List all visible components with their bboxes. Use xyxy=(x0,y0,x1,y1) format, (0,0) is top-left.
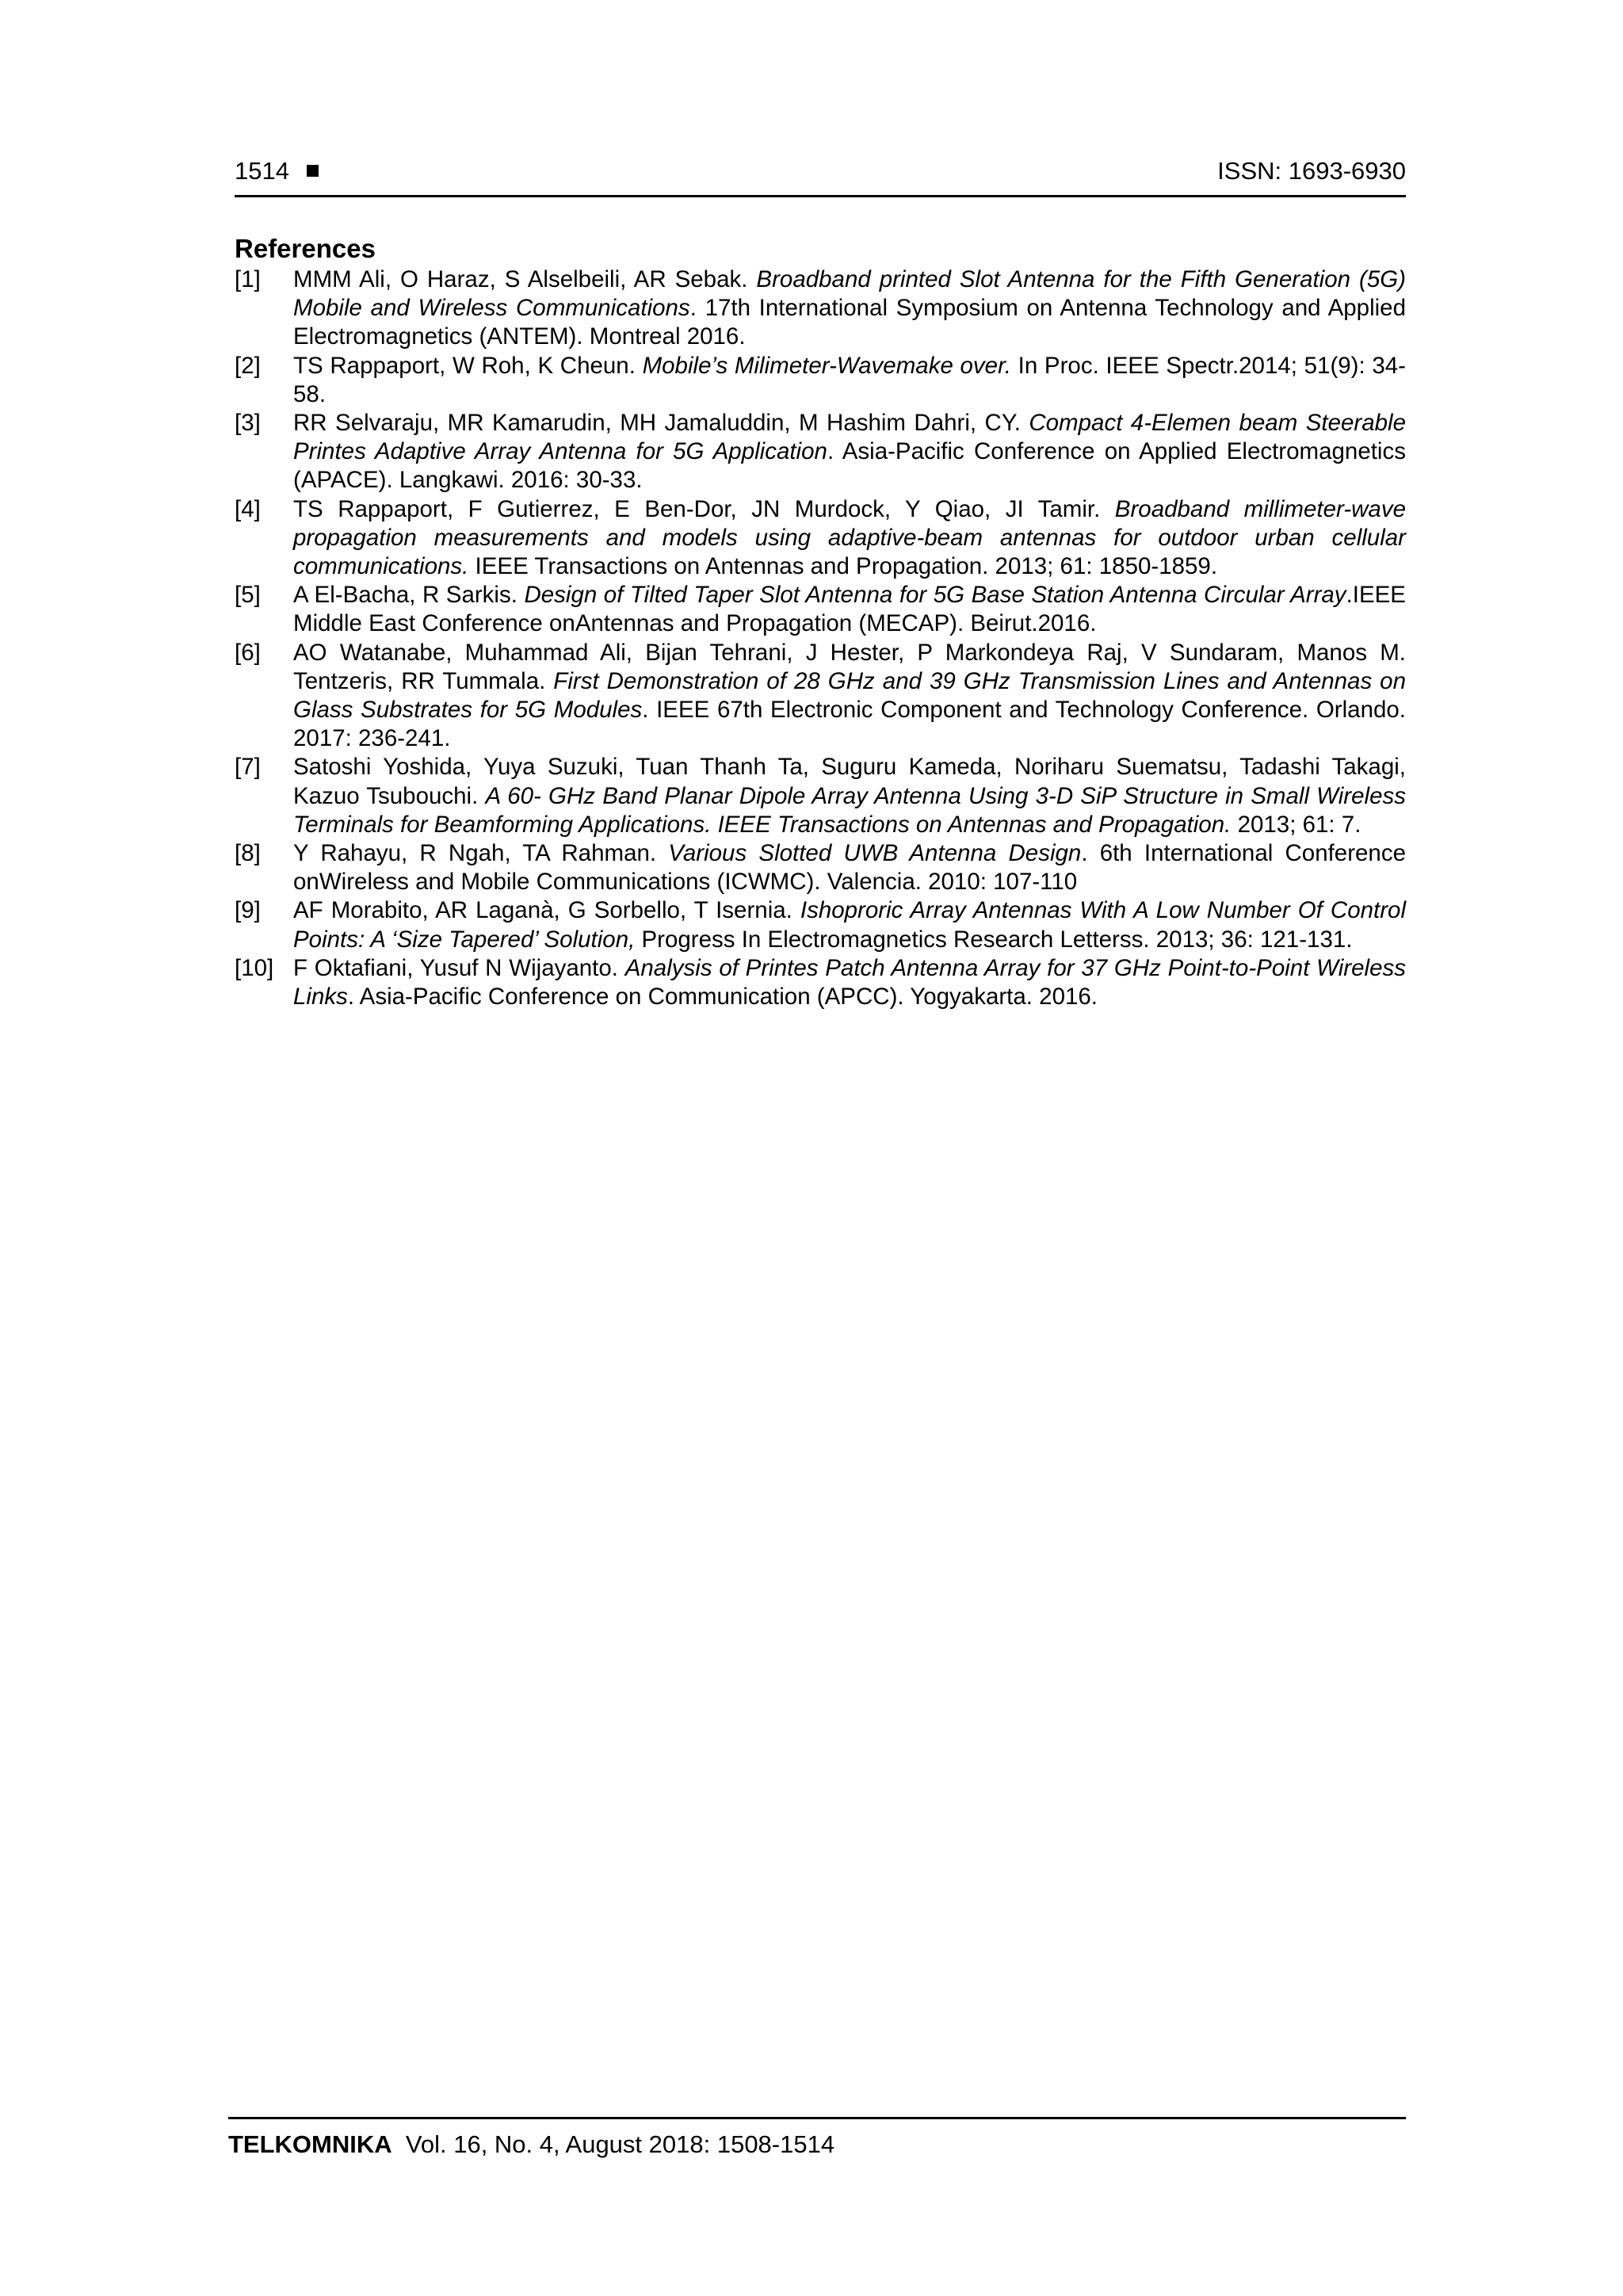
reference-number: [2] xyxy=(235,352,261,379)
reference-authors: Y Rahayu, R Ngah, TA Rahman. xyxy=(293,840,669,867)
reference-title: Various Slotted UWB Antenna Design xyxy=(668,840,1082,867)
page-number-group xyxy=(235,155,319,187)
reference-source: . IEEE 67th Electronic Component and Technology Conference. Orlando. 2017: 236-241. xyxy=(293,697,1406,752)
reference-item xyxy=(235,896,1406,953)
reference-text xyxy=(293,581,1406,638)
reference-text xyxy=(293,954,1406,1011)
reference-authors: F Oktafiani, Yusuf N Wijayanto. xyxy=(293,954,625,981)
reference-text xyxy=(293,409,1406,495)
reference-title: Analysis of Printes Patch Antenna Array for 37 GHz Point-to-Point Wireless Links xyxy=(293,954,1406,1010)
reference-source: . 6th International Conference onWireless and Mobile Communications (ICWMC). Valencia. 2010: 107-110 xyxy=(293,840,1406,896)
page-header xyxy=(235,155,1406,197)
reference-number: [6] xyxy=(235,639,261,666)
reference-text xyxy=(293,839,1406,896)
reference-item xyxy=(235,409,1406,495)
reference-authors: AF Morabito, AR Laganà, G Sorbello, T Isernia. xyxy=(293,897,800,924)
reference-source: In Proc. IEEE Spectr.2014; 51(9): 34-58. xyxy=(293,352,1406,407)
journal-details: Vol. 16, No. 4, August 2018: 1508-1514 xyxy=(405,2130,835,2158)
reference-title: A 60- GHz Band Planar Dipole Array Antenna Using 3-D SiP Structure in Small Wireless Terminals for Beamforming Applications. IEEE Transactions on Antennas and Propagation. xyxy=(293,782,1406,838)
issn: ISSN: 1693-6930 xyxy=(1217,157,1406,185)
reference-title: Broadband millimeter-wave propagation measurements and models using adaptive-beam antennas for outdoor urban cellular communications. xyxy=(293,495,1406,580)
reference-item xyxy=(235,581,1406,638)
reference-source: .IEEE Middle East Conference onAntennas and Propagation (MECAP). Beirut.2016. xyxy=(293,582,1406,637)
reference-number: [4] xyxy=(235,495,261,522)
page-number: 1514 xyxy=(235,157,289,185)
reference-source: IEEE Transactions on Antennas and Propagation. 2013; 61: 1850-1859. xyxy=(468,553,1218,580)
reference-text xyxy=(293,266,1406,352)
reference-number: [3] xyxy=(235,410,261,437)
references-heading: References xyxy=(235,234,376,263)
reference-authors: TS Rappaport, W Roh, K Cheun. xyxy=(293,352,643,379)
reference-text xyxy=(293,896,1406,953)
reference-title: Design of Tilted Taper Slot Antenna for 5G Base Station Antenna Circular Array xyxy=(524,582,1346,609)
reference-number: [9] xyxy=(235,897,261,924)
reference-item xyxy=(235,266,1406,352)
reference-authors: MMM Ali, O Haraz, S Alselbeili, AR Sebak. xyxy=(293,266,757,292)
reference-number: [7] xyxy=(235,754,261,781)
reference-source: . Asia-Pacific Conference on Applied Electromagnetics (APACE). Langkawi. 2016: 30-33. xyxy=(293,438,1406,494)
reference-item xyxy=(235,753,1406,839)
page-footer xyxy=(228,2117,1406,2160)
reference-item xyxy=(235,839,1406,896)
reference-item xyxy=(235,352,1406,409)
reference-authors: Satoshi Yoshida, Yuya Suzuki, Tuan Thanh Ta, Suguru Kameda, Noriharu Suematsu, Tadashi Takagi, Kazuo Tsubouchi. xyxy=(293,754,1406,809)
reference-source: . 17th International Symposium on Antenna Technology and Applied Electromagnetics (ANTEM). Montreal 2016. xyxy=(293,295,1406,350)
reference-number: [10] xyxy=(235,954,274,981)
reference-text xyxy=(293,639,1406,754)
reference-authors: A El-Bacha, R Sarkis. xyxy=(293,582,525,609)
reference-item xyxy=(235,495,1406,582)
reference-number: [1] xyxy=(235,266,261,292)
reference-list xyxy=(235,266,1406,1011)
reference-source: 2013; 61: 7. xyxy=(1231,811,1361,838)
reference-item xyxy=(235,639,1406,754)
reference-authors: AO Watanabe, Muhammad Ali, Bijan Tehrani, J Hester, P Markondeya Raj, V Sundaram, Manos M. Tentzeris, RR Tummala. xyxy=(293,639,1406,694)
reference-title: Ishoproric Array Antennas With A Low Number Of Control Points: A ‘Size Tapered’ Solution, xyxy=(293,897,1406,953)
reference-title: Compact 4-Elemen beam Steerable Printes Adaptive Array Antenna for 5G Application xyxy=(293,410,1406,465)
reference-text xyxy=(293,753,1406,839)
reference-source: . Asia-Pacific Conference on Communication (APCC). Yogyakarta. 2016. xyxy=(347,984,1098,1010)
reference-text xyxy=(293,352,1406,409)
reference-text xyxy=(293,495,1406,582)
reference-title: Mobile’s Milimeter-Wavemake over. xyxy=(642,352,1011,379)
reference-title: First Demonstration of 28 GHz and 39 GHz Transmission Lines and Antennas on Glass Substrates for 5G Modules xyxy=(293,667,1406,724)
reference-authors: TS Rappaport, F Gutierrez, E Ben-Dor, JN Murdock, Y Qiao, JI Tamir. xyxy=(293,495,1115,522)
journal-name: TELKOMNIKA xyxy=(228,2130,392,2158)
reference-number: [5] xyxy=(235,582,261,609)
reference-source: Progress In Electromagnetics Research Letterss. 2013; 36: 121-131. xyxy=(635,926,1353,953)
reference-number: [8] xyxy=(235,840,261,867)
reference-item xyxy=(235,954,1406,1011)
reference-title: Broadband printed Slot Antenna for the Fifth Generation (5G) Mobile and Wireless Communications xyxy=(293,266,1406,322)
reference-authors: RR Selvaraju, MR Kamarudin, MH Jamaluddin, M Hashim Dahri, CY. xyxy=(293,410,1029,437)
square-bullet-icon xyxy=(307,165,319,177)
